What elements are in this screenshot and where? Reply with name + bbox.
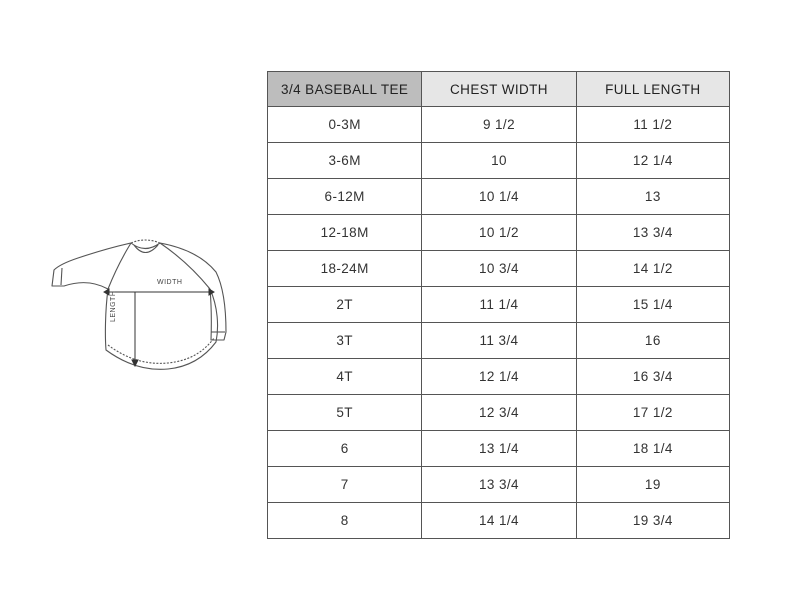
chest-width-cell: 11 1/4: [422, 287, 576, 323]
size-cell: 0-3M: [268, 107, 422, 143]
tee-illustration: [48, 232, 233, 377]
full-length-cell: 16: [576, 323, 729, 359]
size-cell: 6-12M: [268, 179, 422, 215]
size-cell: 5T: [268, 395, 422, 431]
size-cell: 8: [268, 503, 422, 539]
chest-width-cell: 10 1/4: [422, 179, 576, 215]
full-length-cell: 13: [576, 179, 729, 215]
chest-width-cell: 12 3/4: [422, 395, 576, 431]
size-cell: 6: [268, 431, 422, 467]
table-row: [268, 287, 730, 323]
chest-width-cell: 14 1/4: [422, 503, 576, 539]
size-cell: 2T: [268, 287, 422, 323]
table-row: [268, 503, 730, 539]
length-label: LENGTH: [110, 290, 117, 322]
size-chart-table: [267, 71, 730, 539]
full-length-cell: 12 1/4: [576, 143, 729, 179]
size-cell: 18-24M: [268, 251, 422, 287]
chest-width-cell: 12 1/4: [422, 359, 576, 395]
table-row: [268, 431, 730, 467]
table-row: [268, 215, 730, 251]
size-cell: 3-6M: [268, 143, 422, 179]
chest-width-cell: 9 1/2: [422, 107, 576, 143]
table-row: [268, 143, 730, 179]
table-row: [268, 251, 730, 287]
full-length-cell: 14 1/2: [576, 251, 729, 287]
header-full-length: FULL LENGTH: [576, 72, 729, 107]
chest-width-cell: 10 3/4: [422, 251, 576, 287]
full-length-cell: 11 1/2: [576, 107, 729, 143]
table-row: [268, 395, 730, 431]
full-length-cell: 15 1/4: [576, 287, 729, 323]
size-cell: 3T: [268, 323, 422, 359]
baseball-tee-icon: [48, 232, 233, 377]
table-row: [268, 323, 730, 359]
size-cell: 4T: [268, 359, 422, 395]
chest-width-cell: 10: [422, 143, 576, 179]
full-length-cell: 17 1/2: [576, 395, 729, 431]
width-label: WIDTH: [157, 279, 183, 286]
size-cell: 12-18M: [268, 215, 422, 251]
table-row: [268, 467, 730, 503]
full-length-cell: 19: [576, 467, 729, 503]
full-length-cell: 19 3/4: [576, 503, 729, 539]
table-row: [268, 359, 730, 395]
full-length-cell: 13 3/4: [576, 215, 729, 251]
chest-width-cell: 10 1/2: [422, 215, 576, 251]
header-size: 3/4 BASEBALL TEE: [268, 72, 422, 107]
full-length-cell: 16 3/4: [576, 359, 729, 395]
table-header-row: [268, 72, 730, 107]
chest-width-cell: 13 1/4: [422, 431, 576, 467]
size-cell: 7: [268, 467, 422, 503]
full-length-cell: 18 1/4: [576, 431, 729, 467]
table-row: [268, 107, 730, 143]
table-row: [268, 179, 730, 215]
chest-width-cell: 11 3/4: [422, 323, 576, 359]
chest-width-cell: 13 3/4: [422, 467, 576, 503]
header-chest-width: CHEST WIDTH: [422, 72, 576, 107]
